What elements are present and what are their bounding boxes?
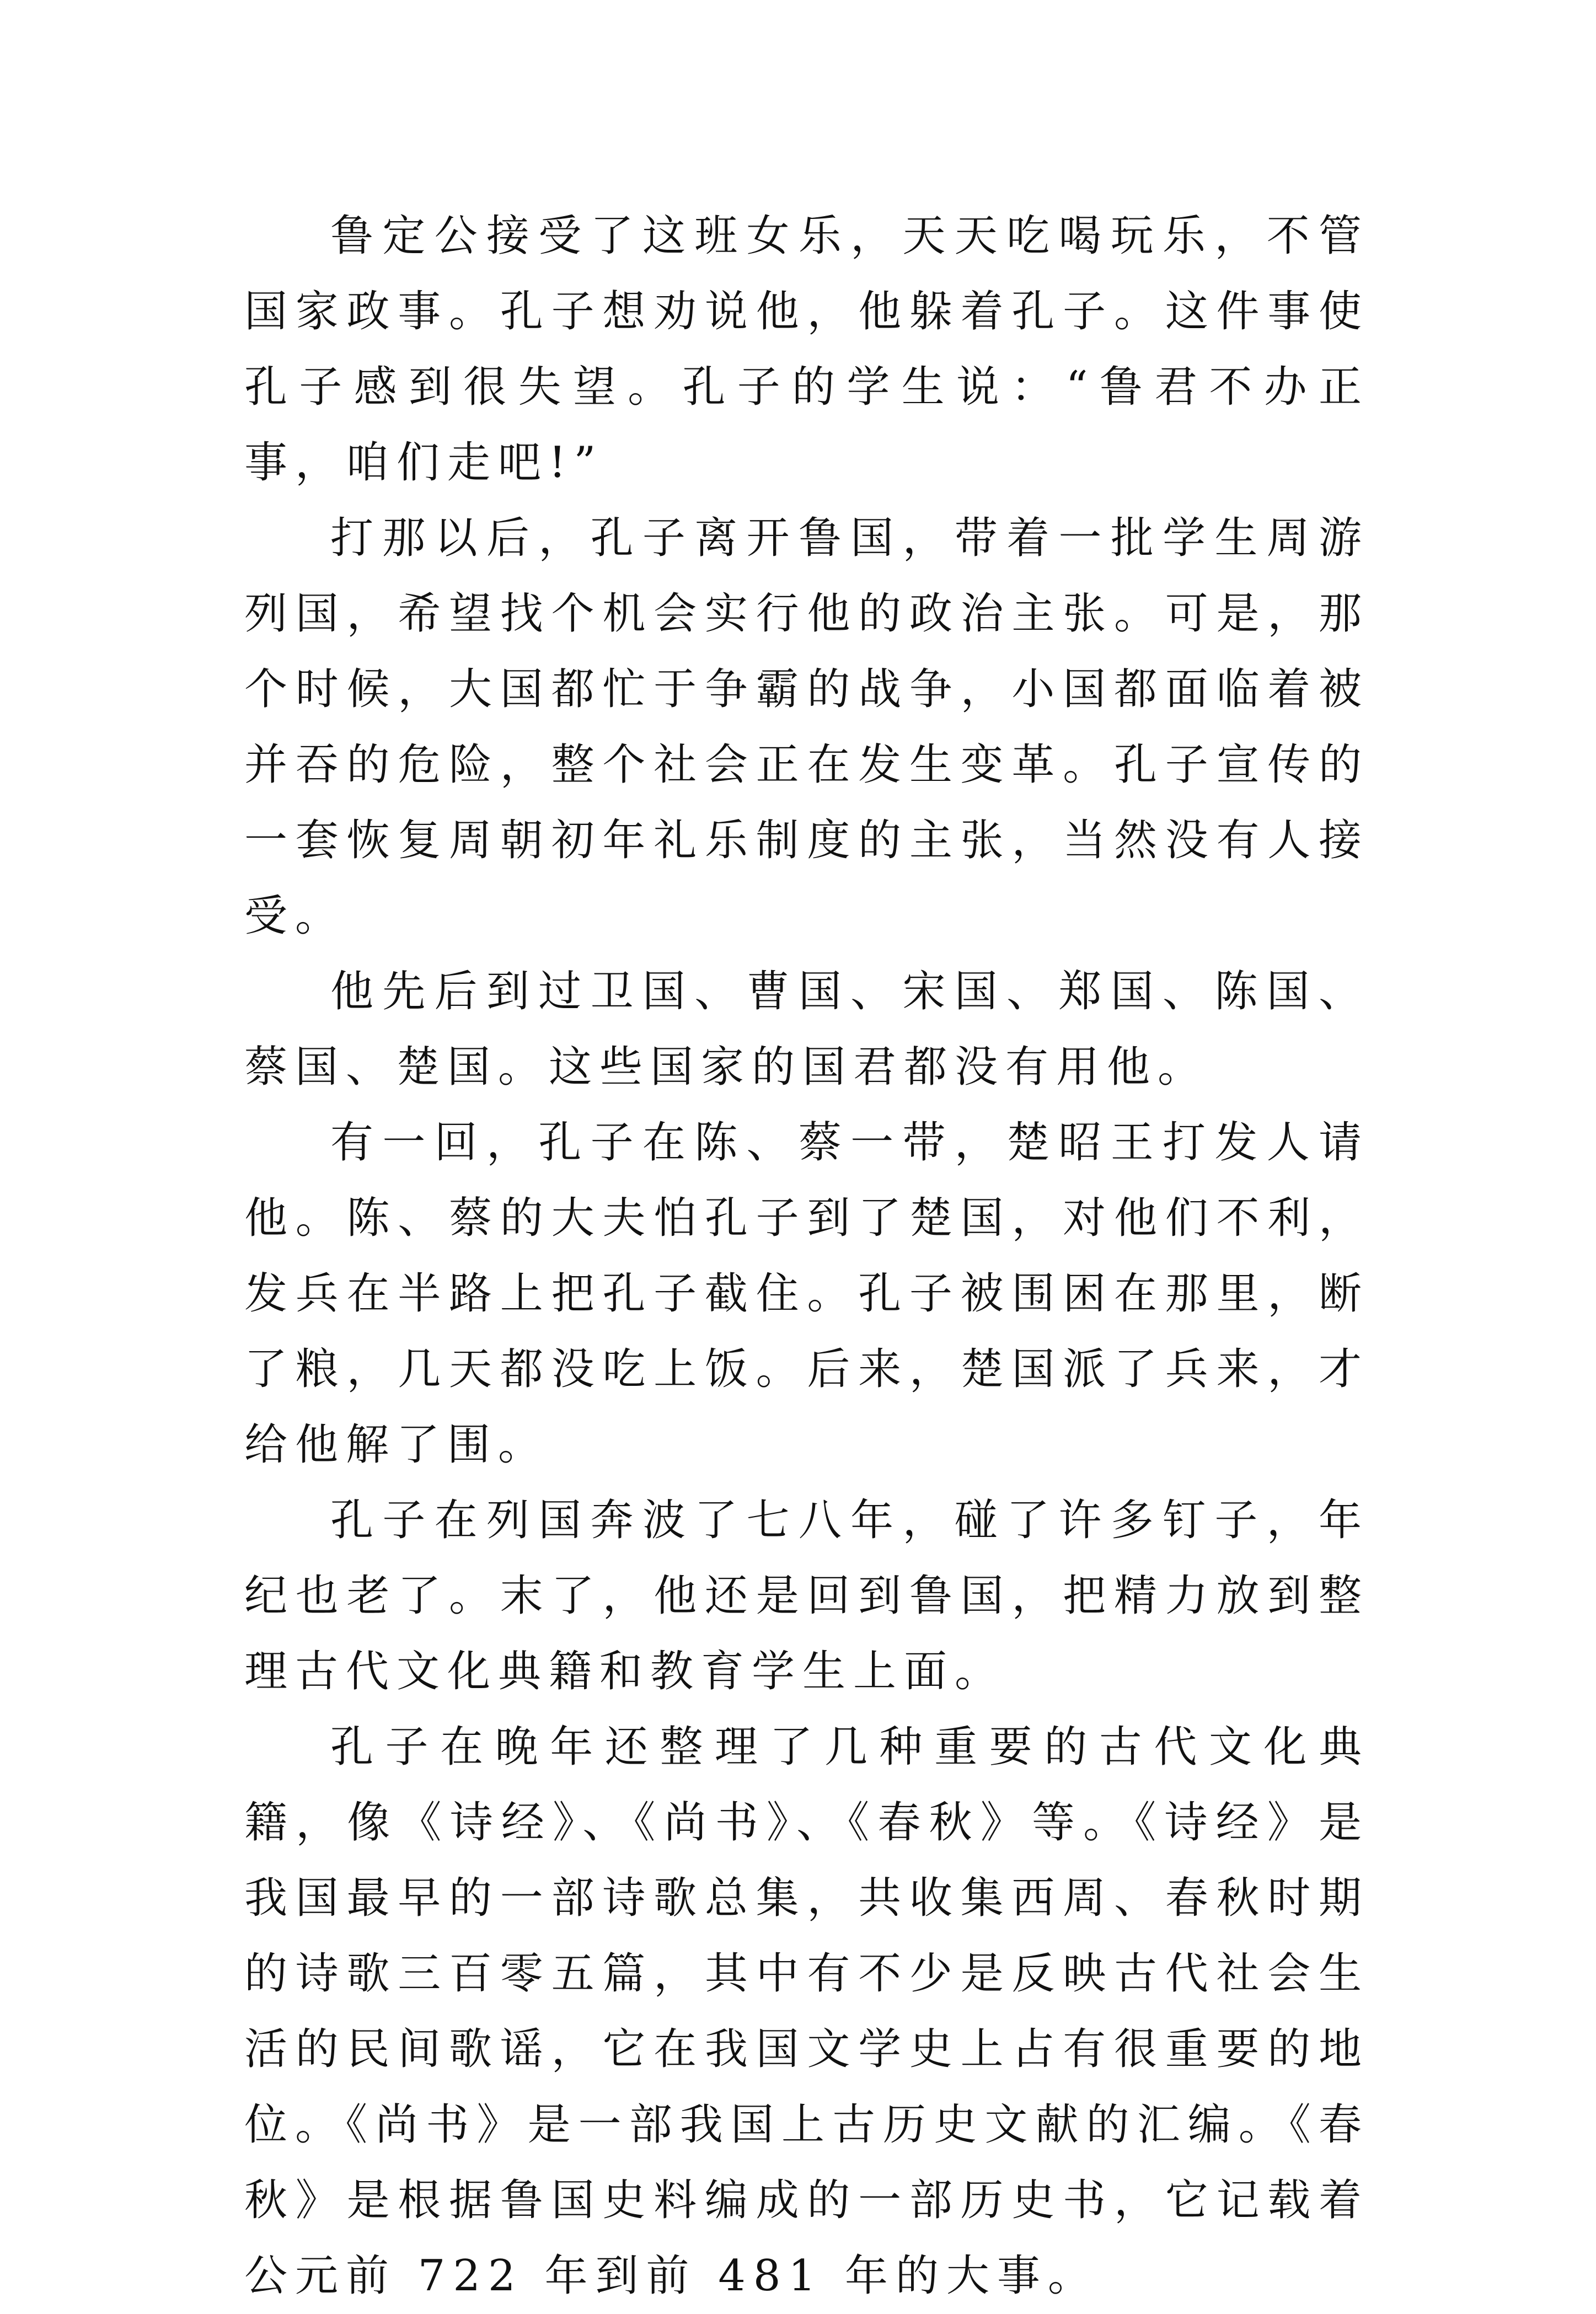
paragraph-3: 他先后到过卫国、曹国、宋国、郑国、陈国、蔡国、楚国。这些国家的国君都没有用他。: [244, 967, 1369, 1092]
paragraph-4: 有一回，孔子在陈、蔡一带，楚昭王打发人请他。陈、蔡的大夫怕孔子到了楚国，对他们不利，发兵在半路上把孔子截住。孔子被围困在那里，断了粮，几天都没吃上饭。后来，楚国派了兵来，才给他解了围。: [244, 1118, 1369, 1470]
document-body: [244, 199, 1369, 2314]
paragraph-1: 鲁定公接受了这班女乐，天天吃喝玩乐，不管国家政事。孔子想劝说他，他躲着孔子。这件事使孔子感到很失望。孔子的学生说：“鲁君不办正事，咱们走吧!”: [244, 211, 1369, 488]
paragraph-6: 孔子在晚年还整理了几种重要的古代文化典籍，像《诗经》、《尚书》、《春秋》等。《诗经》是我国最早的一部诗歌总集，共收集西周、春秋时期的诗歌三百零五篇，其中有不少是反映古代社会生活的民间歌谣，它在我国文学史上占有很重要的地位。《尚书》是一部我国上古历史文献的汇编。《春秋》是根据鲁国史料编成的一部历史书，它记载着公元前 722 年到前 481 年的大事。: [244, 1722, 1369, 2301]
paragraph-5: 孔子在列国奔波了七八年，碰了许多钉子，年纪也老了。末了，他还是回到鲁国，把精力放到整理古代文化典籍和教育学生上面。: [244, 1496, 1369, 1696]
paragraph-2: 打那以后，孔子离开鲁国，带着一批学生周游列国，希望找个机会实行他的政治主张。可是，那个时候，大国都忙于争霸的战争，小国都面临着被并吞的危险，整个社会正在发生变革。孔子宣传的一套恢复周朝初年礼乐制度的主张，当然没有人接受。: [244, 513, 1369, 941]
